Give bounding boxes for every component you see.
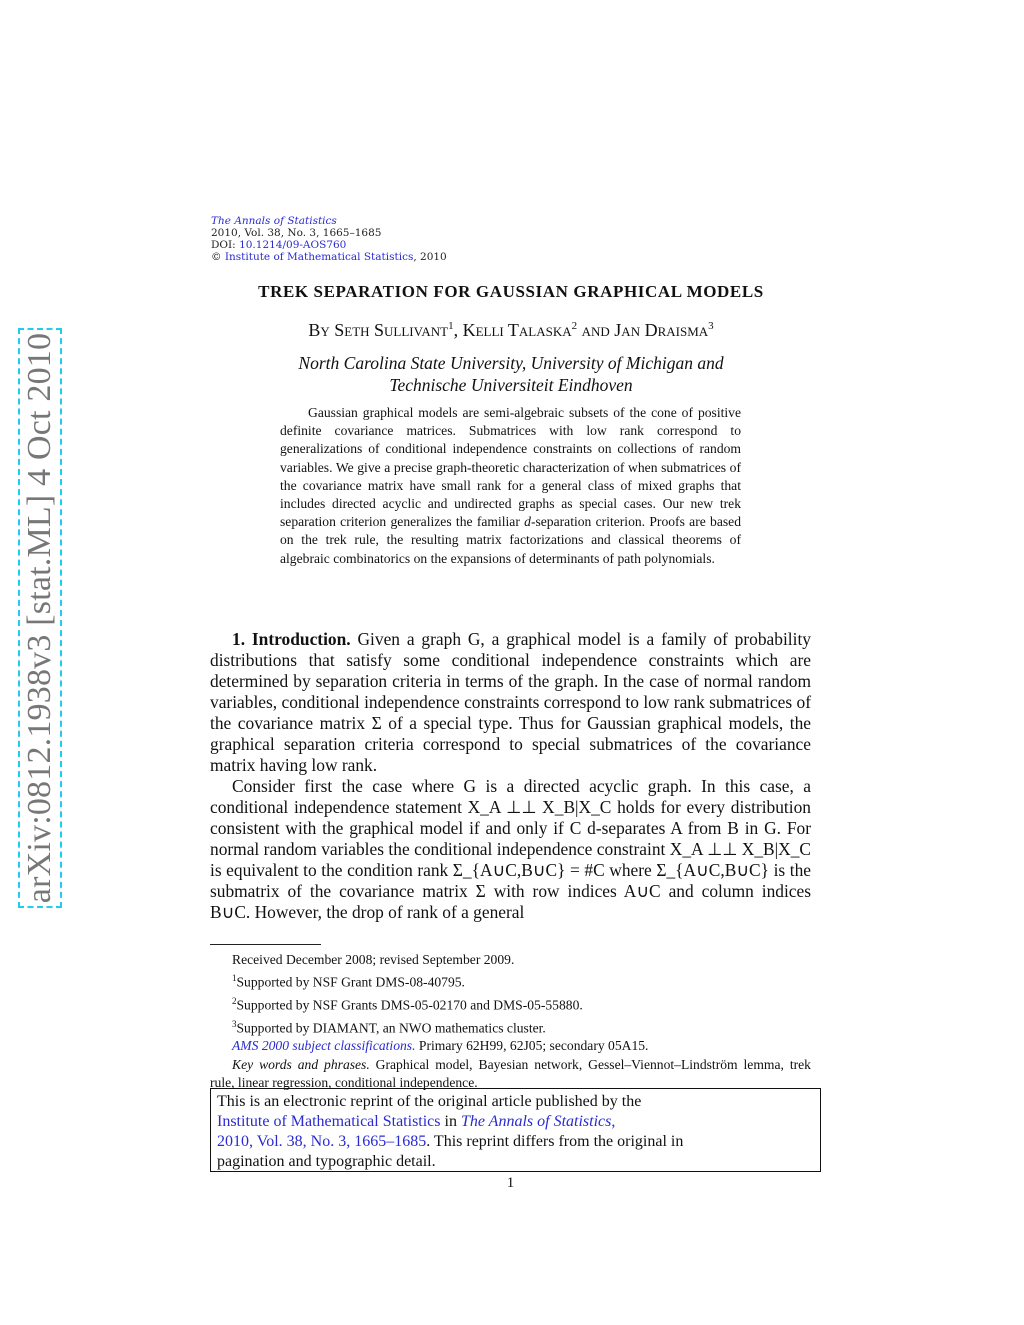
copyright-symbol: © (211, 251, 222, 263)
ams-link[interactable]: AMS 2000 subject classifications. (232, 1038, 416, 1054)
footnote-3: $^3$Supported by DIAMANT, an NWO mathematics cluster. (232, 1018, 546, 1036)
volume-line: 2010, Vol. 38, No. 3, 1665–1685 (211, 227, 382, 239)
abstract: Gaussian graphical models are semi-algebraic subsets of the cone of positive definite covariance matrices. Submatrices with low rank correspond to generalizations of conditional independence constraints on collections of random variables. We give a precise graph-theoretic characterization of when submatrices of the covariance matrix have small rank for a general class of mixed graphs that includes directed acyclic and undirected graphs as special cases. Our new trek separation criterion generalizes the familiar d-separation criterion. Proofs are based on the trek rule, the resulting matrix factorizations and classical theorems of algebraic combinatorics on the expansions of determinants of path polynomials. (280, 405, 742, 566)
arxiv-id: arXiv:0812.1938v3 [stat.ML] 4 Oct 2010 (21, 332, 58, 904)
footnotes (210, 951, 811, 1092)
reprint-journal-link[interactable]: The Annals of Statistics (460, 1113, 612, 1130)
footnote-rule (210, 944, 321, 945)
reprint-ims-link[interactable]: Institute of Mathematical Statistics (217, 1113, 441, 1130)
author-2: Kelli Talaska (462, 320, 572, 340)
received-note: Received December 2008; revised September 2009. (232, 952, 515, 967)
intro-paragraph-2: Consider first the case where G is a directed acyclic graph. In this case, a conditional independence statement X_A ⊥⊥ X_B|X_C holds for every distribution consistent with the graphical model if and only if C d-separates A from B in G. For normal random variables the conditional independence constraint X_A ⊥⊥ X_B|X_C is equivalent to the condition rank Σ_{A∪C,B∪C} = #C where Σ_{A∪C,B∪C} is the submatrix of the covariance matrix Σ with row indices A∪C and column indices B∪C. However, the drop of rank of a general (210, 776, 811, 922)
doi-line: DOI: 10.1214/09-AOS760 (211, 239, 347, 251)
introduction-section (210, 629, 811, 923)
footnote-2: $^2$Supported by NSF Grants DMS-05-02170 and DMS-05-55880. (232, 995, 583, 1013)
ams-classification: AMS 2000 subject classifications. Primary 62H99, 62J05; secondary 05A15. (232, 1038, 649, 1054)
page-number: 1 (506, 1175, 515, 1191)
author-3: Jan Draisma (614, 320, 709, 340)
paper-title: TREK SEPARATION FOR GAUSSIAN GRAPHICAL MODELS (258, 282, 764, 301)
arxiv-stamp (18, 328, 62, 908)
author-1: Seth Sullivant (334, 320, 449, 340)
copyright-line: © Institute of Mathematical Statistics, 2010 (211, 251, 447, 263)
intro-paragraph-1: Given a graph G, a graphical model is a family of probability distributions that satisfy some conditional independence constraints which are determined by separation criteria in terms of the graph. In the case of normal random variables, conditional independence constraints correspond to low rank submatrices of the covariance matrix Σ of a special type. Thus for Gaussian graphical models, the graphical separation criteria correspond to special submatrices of the covariance matrix having low rank. (210, 629, 811, 775)
authors: By Seth Sullivant$^1$, Kelli Talaska$^2$ and Jan Draisma$^3$ (308, 320, 714, 340)
affiliation: North Carolina State University, University of Michigan and Technische Universiteit Eindhoven (298, 353, 724, 395)
reprint-citation-link[interactable]: 2010, Vol. 38, No. 3, 1665–1685 (217, 1133, 427, 1150)
keywords: Key words and phrases. Graphical model, Bayesian network, Gessel–Viennot–Lindström lemma, trek rule, linear regression, conditional independence. (210, 1056, 811, 1090)
doi-link[interactable]: 10.1214/09-AOS760 (239, 239, 347, 251)
journal-header (211, 215, 447, 263)
ims-link[interactable]: Institute of Mathematical Statistics (224, 251, 414, 263)
footnote-1: $^1$Supported by NSF Grant DMS-08-40795. (232, 973, 465, 990)
reprint-notice: This is an electronic reprint of the original article published by the Institute of Mathematical Statistics in The Annals of Statistics, 2010, Vol. 38, No. 3, 1665–1685. This reprint differs from the original in pagination and typographic detail. (210, 1088, 821, 1172)
section-heading: 1. Introduction. (232, 629, 351, 649)
journal-link[interactable]: The Annals of Statistics (211, 215, 337, 227)
